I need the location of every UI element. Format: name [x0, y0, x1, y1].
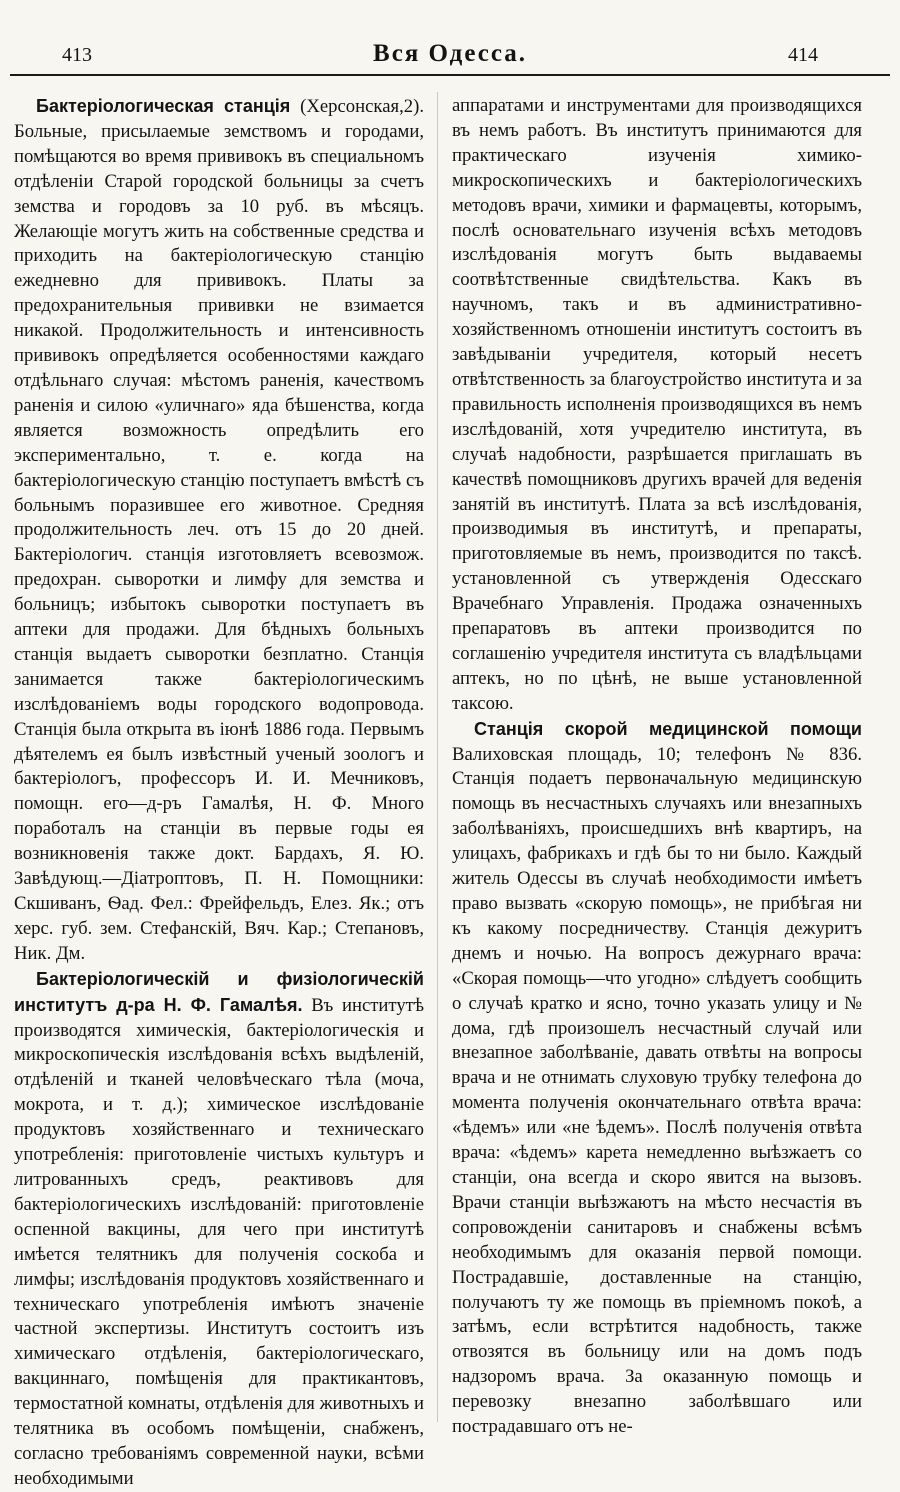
entry-text: Въ институтѣ производятся химическія, бактеріологическія и микроскопическія изслѣдованія всѣхъ выдѣленій, отдѣленій и тканей человѣческаго тѣла (моча, мокрота, и т. д.); химическое изслѣдованіе продуктовъ хозяйственнаго и техническаго употребленія: приготовленіе чистыхъ культуръ и литрованныхъ средъ, реактивовъ для бактеріологическихъ изслѣдованій: приготовленіе оспенной вакцины, для чего при институтѣ имѣется телятникъ для полученія соскоба и лимфы; изслѣдованія продуктовъ хозяйственнаго и техническаго употребленія имѣютъ значеніе частной экспертизы. Институтъ состоитъ изъ химическаго отдѣленія, бактеріологическаго, вакциннаго, помѣщенія для практикантовъ, термостатной комнаты, отдѣленія для животныхъ и телятника въ особомъ помѣщеніи, снабженъ, согласно требованіямъ современной науки, всѣми необходимыми	[14, 994, 424, 1489]
column-divider	[437, 92, 438, 1422]
entry-heading: Станція скорой медицинской помощи	[474, 718, 862, 739]
page-number-right: 414	[788, 44, 818, 66]
running-title: Вся Одесса.	[373, 40, 527, 67]
entry-heading: Бактеріологическій и физіологическій институтъ д-ра Н. Ф. Гамалѣя.	[14, 968, 424, 1015]
entry-text: (Херсонская,2). Больные, присылаемые земствомъ и городами, помѣщаются во время прививокъ въ специальномъ отдѣленіи Старой городской больницы за счетъ земства и городовъ за 10 руб. въ мѣсяцъ. Желающіе могутъ жить на собственные средства и приходить на бактеріологическую станцію ежедневно для прививокъ. Платы за предохранительныя прививки не взимается никакой. Продолжительность и интенсивность прививокъ опредѣляется особенностями каждаго отдѣльнаго случая: мѣстомъ раненія, качествомъ раненія и силою «уличнаго» яда бѣшенства, когда является возможность опредѣлить его экспериментально, т. е. когда на бактеріологическую станцію поступаетъ вмѣстѣ съ больнымъ поразившее его животное. Средняя продолжительность леч. отъ 15 до 20 дней. Бактеріологич. станція изготовляетъ всевозмож. предохран. сыворотки и лимфу для земства и больницъ; избытокъ сыворотки поступаетъ въ аптеки для продажи. Для бѣдныхъ больныхъ станція выдаетъ сыворотки безплатно. Станція занимается также бактеріологическимъ изслѣдованіемъ воды городского водопровода. Станція была открыта въ іюнѣ 1886 года. Первымъ дѣятелемъ ея былъ извѣстный ученый зоологъ и бактеріологъ, профессоръ И. И. Мечниковъ, помощн. его—д-ръ Гамалѣя, Н. Ф. Много поработалъ на станціи въ первые годы ея возникновенія также докт. Бардахъ, Я. Ю. Завѣдующ.—Діатроптовъ, П. Н. Помощники: Скшиванъ, Ѳад. Фел.: Фрейфельдъ, Елез. Як.; отъ херс. губ. зем. Стефанскій, Вяч. Кар.; Степановъ, Ник. Дм.	[14, 96, 424, 964]
entry-gamaleya-institute	[14, 967, 424, 1492]
right-column	[452, 94, 862, 1440]
page-header	[10, 38, 890, 76]
left-column	[14, 94, 424, 1492]
entry-bacteriological-station	[14, 94, 424, 967]
entry-gamaleya-institute-continued: аппаратами и инструментами для производящихся въ немъ работъ. Въ институтъ принимаются для практическаго изученія химико-микроскопическихъ и бактеріологическихъ методовъ врачи, химики и фармацевты, которымъ, послѣ основательнаго изученія всѣхъ методовъ изслѣдованія могутъ быть выдаваемы соотвѣтственные свидѣтельства. Какъ въ научномъ, такъ и въ административно-хозяйственномъ отношеніи институтъ состоитъ въ завѣдываніи учредителя, который несетъ отвѣтственность за благоустройство института и за правильность исполненія производящихся въ немъ изслѣдованій, хотя учредителю института, въ случаѣ надобности, разрѣшается приглашать въ качествѣ помощниковъ другихъ врачей для веденія занятій въ институтѣ. Плата за всѣ изслѣдованія, производимыя въ институтѣ, и препараты, приготовляемые въ немъ, производится по таксѣ. установленной съ утвержденія Одесскаго Врачебнаго Управленія. Продажа означенныхъ препаратовъ въ аптеки производится по соглашенію учредителя института съ владѣльцами аптекъ, но по цѣнѣ, не выше установленной таксою.	[452, 95, 862, 714]
entry-ambulance-station	[452, 717, 862, 1440]
entry-heading: Бактеріологическая станція	[36, 96, 291, 116]
entry-text: Валиховская площадь, 10; телефонъ № 836. Станція подаетъ первоначальную медицинскую помощь въ несчастныхъ случаяхъ или внезапныхъ заболѣваніяхъ, происшедшихъ внѣ квартиръ, на улицахъ, фабрикахъ и гдѣ бы то ни было. Каждый житель Одессы въ случаѣ необходимости имѣетъ право вызвать «скорую помощь», не прибѣгая ни къ какому посредничеству. Станція дежуритъ днемъ и ночью. На вопросъ дежурнаго врача: «Скорая помощь—что угодно» слѣдуетъ сообщить о случаѣ кратко и ясно, точно указать улицу и № дома, гдѣ произошелъ несчастный случай или внезапное заболѣваніе, давать отвѣты на вопросы врача и не отнимать слуховую трубку телефона до момента полученія окончательнаго отвѣта врача: «ѣдемъ» или «не ѣдемъ». Послѣ полученія отвѣта врача: «ѣдемъ» карета немедленно выѣзжаетъ со станціи, она всегда и скоро явится на вызовъ. Врачи станціи выѣзжаютъ на мѣсто несчастія въ сопровожденіи санитаровъ и снабжены всѣмъ необходимымъ для оказанія первой помощи. Пострадавшіе, доставленные на станцію, получаютъ ту же помощь въ пріемномъ покоѣ, а затѣмъ, если встрѣтится надобность, также отвозятся въ больницу или на домъ подъ надзоромъ врача. За оказанную помощь и перевозку внезапно заболѣвшаго или пострадавшаго отъ не-	[452, 743, 862, 1438]
page-number-left: 413	[62, 44, 92, 66]
